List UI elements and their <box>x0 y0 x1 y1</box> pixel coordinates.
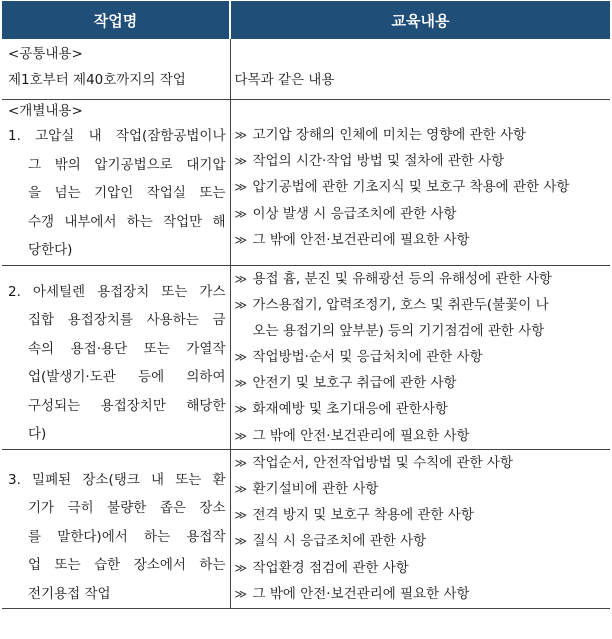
content-item-text: 오는 용접기의 앞부분) 등의 기기점검에 관한 사항 <box>252 322 545 339</box>
task-text <box>8 266 226 449</box>
table-row <box>2 265 610 449</box>
common-task-cell <box>2 39 230 100</box>
content-item <box>235 528 609 554</box>
content-item <box>235 423 609 449</box>
content-item <box>235 581 609 607</box>
content-item <box>235 344 609 370</box>
double-chevron-icon: ≫ <box>234 206 248 221</box>
task-line: 속의 용접·용단 또는 가열작 <box>28 340 226 357</box>
content-item-text: 작업환경 점검에 관한 사항 <box>252 559 409 576</box>
task-line: 전기용접 작업 <box>28 585 111 602</box>
double-chevron-icon: ≫ <box>234 350 248 365</box>
header-education-content: 교육내용 <box>230 2 610 39</box>
education-table <box>2 1 610 609</box>
content-item <box>235 370 609 396</box>
double-chevron-icon: ≫ <box>234 402 248 417</box>
content-item <box>235 266 609 292</box>
double-chevron-icon: ≫ <box>234 128 248 142</box>
task-cell <box>2 449 230 609</box>
content-item <box>235 476 609 502</box>
double-chevron-icon: ≫ <box>234 586 248 601</box>
content-item <box>235 318 609 344</box>
content-item <box>235 292 609 318</box>
content-item-text: 환기설비에 관한 사항 <box>252 481 379 497</box>
task-cell <box>2 265 230 449</box>
content-item-text: 질식 시 응급조치에 관한 사항 <box>252 533 427 550</box>
content-cell <box>230 265 610 449</box>
double-chevron-icon: ≫ <box>234 455 248 470</box>
double-chevron-icon: ≫ <box>234 508 248 523</box>
task-text <box>8 450 226 609</box>
double-chevron-icon: ≫ <box>234 232 248 247</box>
double-chevron-icon: ≫ <box>234 271 248 286</box>
task-text <box>8 122 226 265</box>
content-item <box>235 502 609 528</box>
content-item <box>235 148 609 174</box>
task-line: 2. 아세틸렌 용접장치 또는 가스 <box>8 283 226 300</box>
content-item <box>235 555 609 581</box>
content-item-text: 전격 방지 및 보호구 착용에 관한 사항 <box>252 507 474 524</box>
content-list <box>235 122 609 253</box>
task-line: 을 넘는 기압인 작업실 또는 <box>28 185 226 201</box>
table-row <box>2 100 610 266</box>
content-item-text: 이상 발생 시 응급조치에 관한 사항 <box>252 205 457 222</box>
task-line: 그 밖의 압기공법으로 대기압 <box>28 156 226 173</box>
content-list <box>235 450 609 607</box>
content-cell <box>230 100 610 266</box>
double-chevron-icon: ≫ <box>234 376 248 391</box>
individual-section-label: <개별내용> <box>8 103 83 119</box>
content-item <box>235 174 609 200</box>
task-line: 3. 밀폐된 장소(탱크 내 또는 환 <box>8 471 226 488</box>
content-item-text: 고기압 장해의 인체에 미치는 영향에 관한 사항 <box>252 127 527 143</box>
content-item <box>235 450 609 476</box>
content-cell <box>230 449 610 609</box>
task-line: 업 또는 습한 장소에서 하는 <box>28 557 226 574</box>
content-item <box>235 227 609 253</box>
content-item-text: 가스용접기, 압력조정기, 호스 및 취관두(불꽃이 나 <box>252 296 549 313</box>
content-item-text: 작업순서, 안전작업방법 및 수칙에 관한 사항 <box>252 454 513 471</box>
task-line: 1. 고압실 내 작업(잠함공법이나 <box>8 128 226 144</box>
task-line: 를 말한다)에서 하는 용접작 <box>28 528 226 545</box>
content-item-text: 작업방법·순서 및 응급처치에 관한 사항 <box>252 349 483 366</box>
task-line: 집합 용접장치를 사용하는 금 <box>28 312 226 328</box>
content-item <box>235 122 609 148</box>
double-chevron-icon: ≫ <box>234 482 248 496</box>
task-line: 다) <box>28 426 47 442</box>
content-item-text: 그 밖에 안전·보건관리에 필요한 사항 <box>252 427 470 444</box>
common-section-label: <공통내용> <box>8 46 83 62</box>
content-item-text: 압기공법에 관한 기초지식 및 보호구 착용에 관한 사항 <box>252 179 570 196</box>
double-chevron-icon: ≫ <box>234 297 248 312</box>
task-cell <box>2 100 230 266</box>
double-chevron-icon: ≫ <box>234 428 248 443</box>
double-chevron-icon: ≫ <box>234 534 248 549</box>
common-content-text: 다목과 같은 내용 <box>234 72 335 88</box>
task-line: 당한다) <box>28 242 73 258</box>
task-line: 기가 극히 불량한 좁은 장소 <box>28 500 226 517</box>
double-chevron-icon: ≫ <box>234 180 248 195</box>
double-chevron-icon: ≫ <box>234 560 248 575</box>
content-item-text: 화재예방 및 초기대응에 관한사항 <box>252 401 448 418</box>
content-item-text: 작업의 시간·작업 방법 및 절차에 관한 사항 <box>252 153 505 170</box>
task-line: 수갱 내부에서 하는 작업만 해 <box>28 213 226 230</box>
content-item-text: 그 밖에 안전·보건관리에 필요한 사항 <box>252 585 470 602</box>
common-content-cell <box>230 39 610 100</box>
common-task-text: 제1호부터 제40호까지의 작업 <box>8 72 186 88</box>
content-item-text: 그 밖에 안전·보건관리에 필요한 사항 <box>252 231 470 248</box>
content-item-text: 용접 흄, 분진 및 유해광선 등의 유해성에 관한 사항 <box>252 270 552 287</box>
task-line: 업(발생기·도관 등에 의하여 <box>28 369 226 385</box>
double-chevron-icon: ≫ <box>234 154 248 169</box>
content-item <box>235 396 609 422</box>
content-list <box>235 266 609 449</box>
content-item-text: 안전기 및 보호구 취급에 관한 사항 <box>252 375 457 392</box>
content-item <box>235 201 609 227</box>
table-row <box>2 449 610 609</box>
header-task-name: 작업명 <box>2 2 230 39</box>
table-row-common <box>2 39 610 100</box>
task-line: 구성되는 용접장치만 해당한 <box>28 397 226 414</box>
table-header-row <box>2 2 610 39</box>
